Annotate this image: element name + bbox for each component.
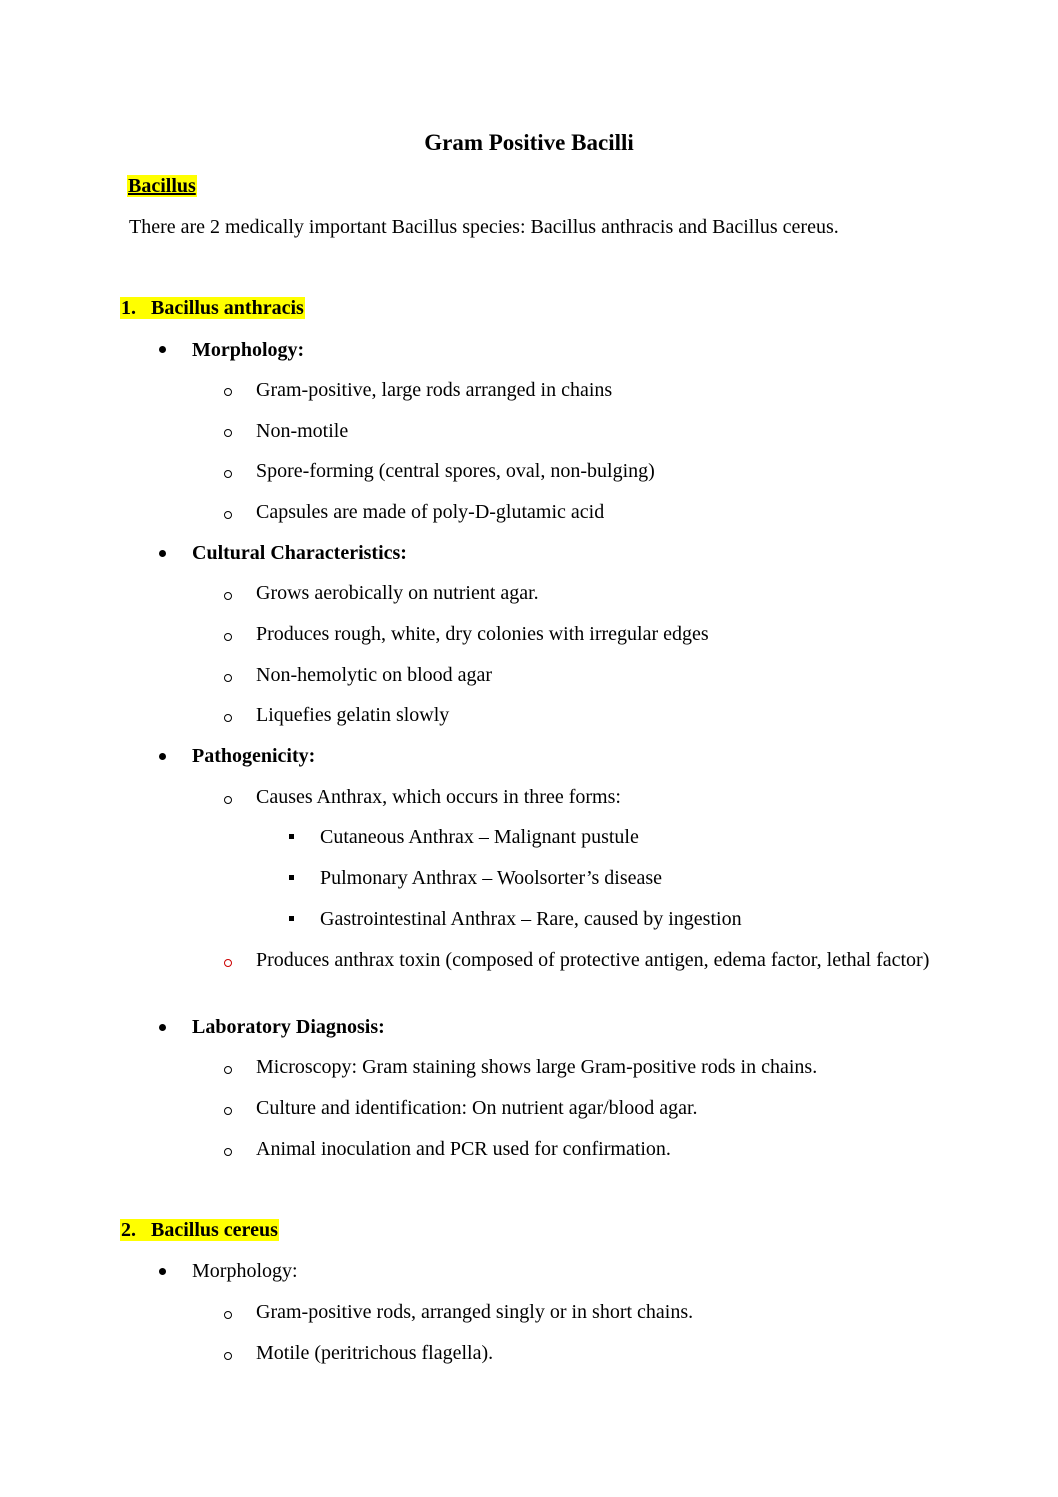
circle-bullet-icon: [224, 388, 232, 396]
circle-bullet-icon: [224, 959, 232, 967]
list-item: Culture and identification: On nutrient agar/blood agar.: [256, 1097, 698, 1119]
pathogenicity-label: Pathogenicity:: [192, 745, 316, 767]
diagnosis-label: Laboratory Diagnosis:: [192, 1016, 385, 1038]
circle-bullet-icon: [224, 796, 232, 804]
morphology-label: Morphology:: [192, 1260, 298, 1282]
section2-title: Bacillus cereus: [151, 1219, 278, 1241]
list-item: Produces anthrax toxin (composed of protective antigen, edema factor, lethal factor): [256, 949, 930, 971]
page-title: Gram Positive Bacilli: [424, 130, 634, 155]
morphology-label: Morphology:: [192, 339, 305, 361]
list-item: Pulmonary Anthrax – Woolsorter’s disease: [320, 867, 663, 889]
circle-bullet-icon: [224, 1352, 232, 1360]
bullet-dot-icon: [159, 346, 166, 353]
list-item: Gastrointestinal Anthrax – Rare, caused by ingestion: [320, 908, 742, 930]
section1-number: 1.: [121, 297, 136, 319]
circle-bullet-icon: [224, 633, 232, 641]
list-item: Grows aerobically on nutrient agar.: [256, 582, 539, 604]
list-item: Liquefies gelatin slowly: [256, 704, 450, 726]
list-item: Capsules are made of poly-D-glutamic acid: [256, 501, 605, 523]
list-item: Non-motile: [256, 420, 349, 442]
circle-bullet-icon: [224, 1311, 232, 1319]
list-item: Motile (peritrichous flagella).: [256, 1342, 494, 1364]
circle-bullet-icon: [224, 429, 232, 437]
circle-bullet-icon: [224, 511, 232, 519]
circle-bullet-icon: [224, 470, 232, 478]
list-item: Animal inoculation and PCR used for confirmation.: [256, 1138, 671, 1160]
section1-heading: [120, 296, 305, 320]
circle-bullet-icon: [224, 1107, 232, 1115]
section2-number: 2.: [121, 1219, 136, 1241]
intro-paragraph: There are 2 medically important Bacillus species: Bacillus anthracis and Bacillus cereus.: [129, 216, 839, 238]
cultural-label: Cultural Characteristics:: [192, 542, 407, 564]
list-item: Spore-forming (central spores, oval, non-bulging): [256, 460, 655, 482]
section2-heading: [120, 1218, 279, 1242]
bullet-dot-icon: [159, 753, 166, 760]
list-item: Cutaneous Anthrax – Malignant pustule: [320, 826, 639, 848]
circle-bullet-icon: [224, 1148, 232, 1156]
bullet-dot-icon: [159, 550, 166, 557]
list-item: Produces rough, white, dry colonies with irregular edges: [256, 623, 709, 645]
square-bullet-icon: [289, 875, 294, 880]
list-item: Gram-positive, large rods arranged in chains: [256, 379, 613, 401]
list-item: Gram-positive rods, arranged singly or in short chains.: [256, 1301, 694, 1323]
circle-bullet-icon: [224, 714, 232, 722]
list-item: Microscopy: Gram staining shows large Gram-positive rods in chains.: [256, 1056, 818, 1078]
list-item: Non-hemolytic on blood agar: [256, 664, 493, 686]
genus-heading: Bacillus: [128, 175, 196, 197]
list-item: Causes Anthrax, which occurs in three forms:: [256, 786, 621, 808]
circle-bullet-icon: [224, 1066, 232, 1074]
circle-bullet-icon: [224, 674, 232, 682]
square-bullet-icon: [289, 834, 294, 839]
square-bullet-icon: [289, 916, 294, 921]
section1-title: Bacillus anthracis: [151, 297, 304, 319]
bullet-dot-icon: [159, 1268, 166, 1275]
circle-bullet-icon: [224, 592, 232, 600]
bullet-dot-icon: [159, 1024, 166, 1031]
